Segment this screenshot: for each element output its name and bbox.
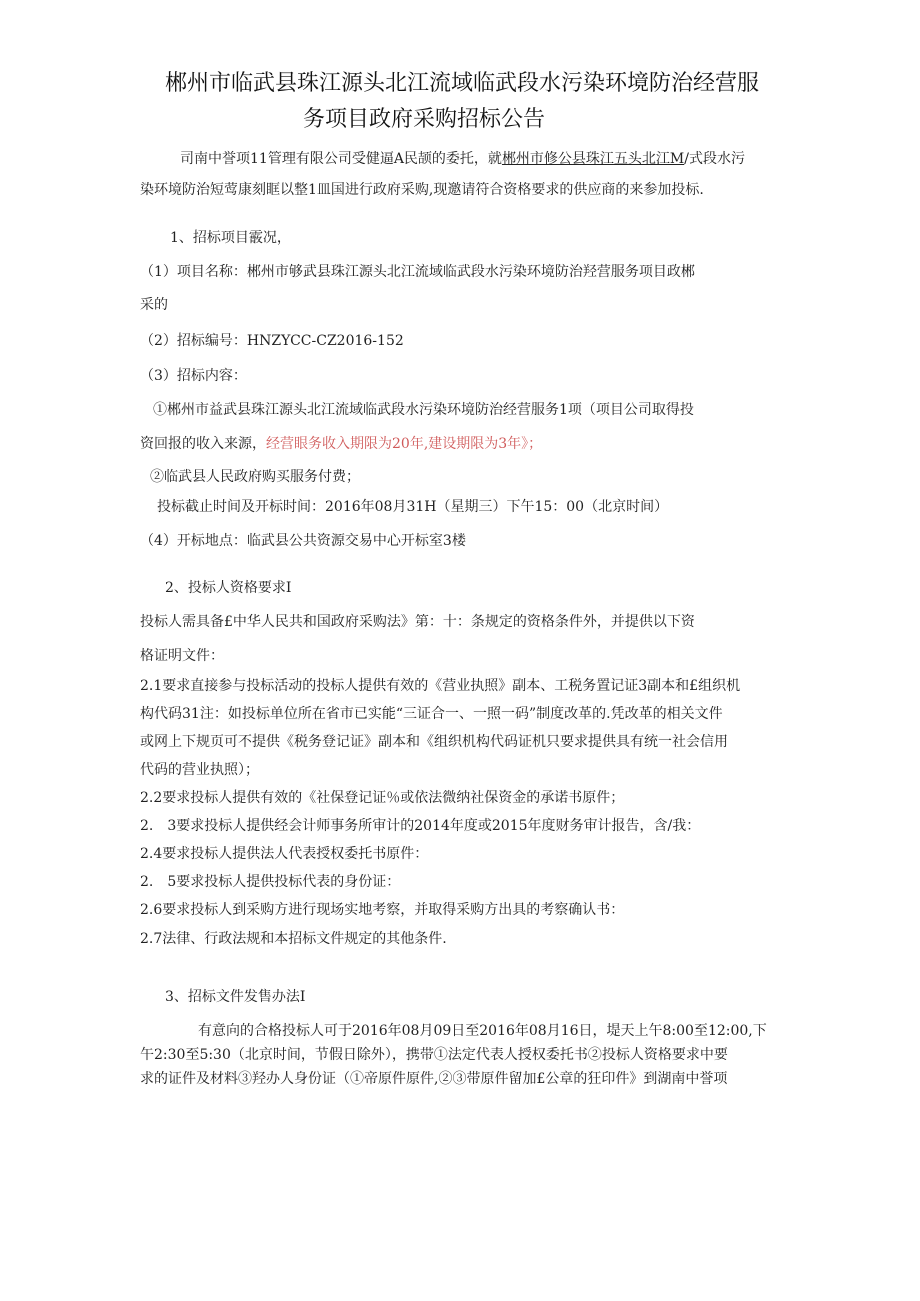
bid-content-1-line-1: ①郴州市益武县珠江源头北江流域临武段水污染环境防治经营服务1项（项目公司取得投 xyxy=(153,402,694,418)
project-name-line-1: （1）项目名称：郴州市够武县珠江源头北江流域临武段水污染环境防治羟营服务项目政郴 xyxy=(140,264,695,280)
doc-title-line-1: 郴州市临武县珠江源头北江流域临武段水污染环境防治经营服 xyxy=(165,71,760,96)
opening-location: （4）开标地点：临武县公共资源交易中心开标室3楼 xyxy=(140,533,466,549)
bid-content-text: 资回报的收入来源， xyxy=(140,436,266,452)
section-2-heading: 2、投标人资格要求I xyxy=(165,580,292,596)
sale-paragraph-line-2: 午2:30至5:30（北京时间，节假日除外），携带①法定代表人授权委托书②投标人资格要求中要 xyxy=(140,1047,728,1063)
qualification-intro-line-2: 格证明文件： xyxy=(140,648,224,664)
doc-title-line-2: 务项目政府采购招标公告 xyxy=(303,107,546,132)
intro-line-2: 染环境防治短莺康刻眶以整1皿国进行政府采购,现邀请符合资格要求的供应商的来参加投标. xyxy=(140,182,704,198)
requirement-2-1-line-4: 代码的营业执照）； xyxy=(140,762,259,778)
requirement-2-7: 2.7法律、行政法规和本招标文件规定的其他条件. xyxy=(140,931,447,947)
requirement-2-2: 2.2要求投标人提供有效的《社保登记证％或依法微纳社保资金的承诺书原件； xyxy=(140,790,625,806)
qualification-intro-line-1: 投标人需具备£中华人民共和国政府采购法》第：十：条规定的资格条件外，并提供以下资 xyxy=(140,614,695,630)
bid-content-2: ②临武县人民政府购买服务付费； xyxy=(150,469,360,485)
requirement-2-1-line-3: 或网上下规页可不提供《税务登记证》副本和《组织机构代码证机只要求提供具有统一社会信用 xyxy=(140,734,728,750)
intro-text-tail: /式段水污 xyxy=(684,151,745,167)
section-1-heading: 1、招标项目霰况， xyxy=(170,230,291,246)
bid-content-highlight: 经营眼务收入期限为20年,建设期限为3年》； xyxy=(266,436,543,452)
bid-number: （2）招标编号：HNZYCC-CZ2016-152 xyxy=(140,333,404,349)
sale-paragraph-line-1: 有意向的合格投标人可于2016年08月09日至2016年08月16日，堤天上午8:00至12:00,下 xyxy=(198,1023,767,1039)
requirement-2-3: 2. 3要求投标人提供经会计师事务所审计的2014年度或2015年度财务审计报告，含/我： xyxy=(140,818,701,834)
intro-line-1 xyxy=(180,149,745,169)
requirement-2-1-line-2: 构代码31注：如投标单位所在省市已实能“三证合一、一照一码”制度改革的.凭改革的相关文件 xyxy=(140,706,723,722)
section-3-heading: 3、招标文件发售办法I xyxy=(165,989,306,1005)
requirement-2-5: 2. 5要求投标人提供投标代表的身份证： xyxy=(140,874,401,890)
project-name-line-2: 采的 xyxy=(140,297,168,313)
sale-paragraph-line-3: 求的证件及材料③羟办人身份证（①帝原件原件,②③带原件留加£公章的狂印件》到湖南中誉项 xyxy=(140,1071,728,1087)
deadline-line: 投标截止时间及开标时间：2016年08月31H（星期三）下午15：00（北京时间） xyxy=(157,499,669,515)
intro-text: 司南中誉项11管理有限公司受健逼A民颉的委托，就 xyxy=(180,151,502,167)
bid-content-label: （3）招标内容： xyxy=(140,368,247,384)
requirement-2-4: 2.4要求投标人提供法人代表授权委托书原件： xyxy=(140,846,429,862)
requirement-2-6: 2.6要求投标人到采购方进行现场实地考察，并取得采购方出具的考察确认书： xyxy=(140,902,625,918)
requirement-2-1-line-1: 2.1要求直接参与投标活动的投标人提供有效的《营业执照》副本、工税务置记证3副本和£组织机 xyxy=(140,678,741,694)
intro-underlined-project: 郴州市修公县珠江五头北江M xyxy=(501,151,685,167)
bid-content-1-line-2 xyxy=(140,434,542,454)
